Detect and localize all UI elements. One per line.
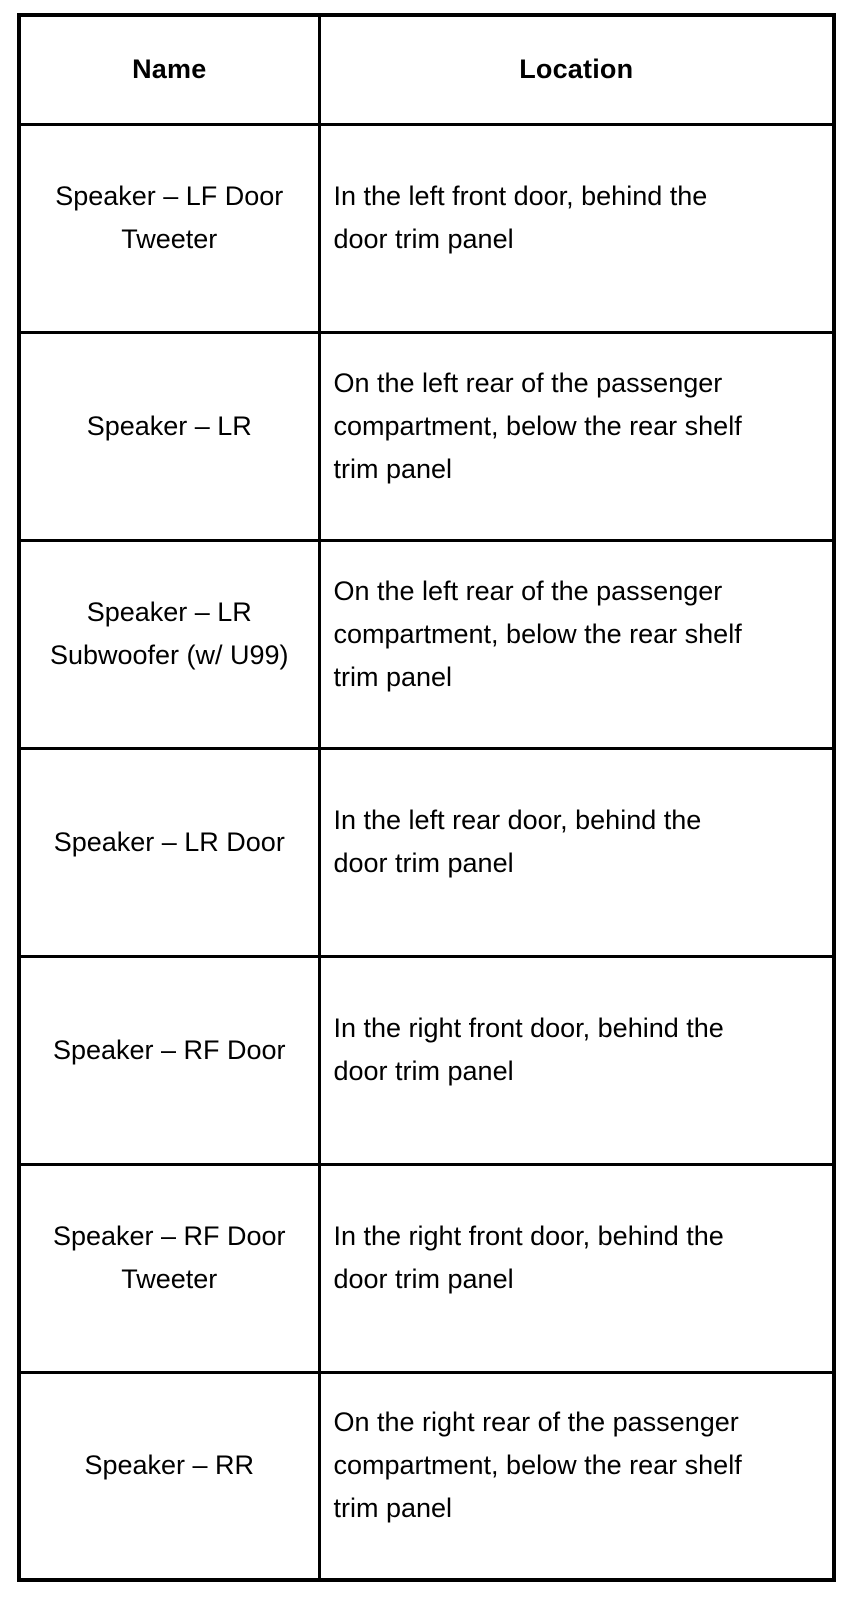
- header-row: [19, 15, 834, 124]
- table-row: [19, 124, 834, 332]
- table-row: [19, 332, 834, 540]
- speaker-location-cell: [319, 332, 834, 540]
- speaker-location-cell: [319, 124, 834, 332]
- speaker-name-cell: Speaker – RF Door: [19, 956, 319, 1164]
- column-header-name: Name: [19, 15, 319, 124]
- table-row: [19, 956, 834, 1164]
- table-row: [19, 1372, 834, 1580]
- speaker-name-cell: Speaker – RR: [19, 1372, 319, 1580]
- speaker-name-cell: Speaker – LR Subwoofer (w/ U99): [19, 540, 319, 748]
- speaker-location-table: [17, 13, 836, 1582]
- speaker-location-text: In the left front door, behind the door trim panel: [333, 181, 708, 254]
- speaker-location-cell: [319, 540, 834, 748]
- speaker-location-text: On the right rear of the passenger compartment, below the rear shelf trim panel: [333, 1407, 742, 1524]
- speaker-name-cell: Speaker – LR Door: [19, 748, 319, 956]
- speaker-name-cell: Speaker – LF Door Tweeter: [19, 124, 319, 332]
- speaker-location-cell: [319, 748, 834, 956]
- table-body: [19, 124, 834, 1580]
- speaker-location-cell: [319, 956, 834, 1164]
- table-row: [19, 748, 834, 956]
- speaker-location-text: In the right front door, behind the door trim panel: [333, 1013, 724, 1086]
- speaker-location-text: In the left rear door, behind the door trim panel: [333, 805, 702, 878]
- speaker-location-text: In the right front door, behind the door trim panel: [333, 1221, 724, 1294]
- speaker-location-cell: [319, 1164, 834, 1372]
- column-header-location: Location: [319, 15, 834, 124]
- speaker-location-text: On the left rear of the passenger compartment, below the rear shelf trim panel: [333, 575, 742, 692]
- table-row: [19, 1164, 834, 1372]
- speaker-name-cell: Speaker – RF Door Tweeter: [19, 1164, 319, 1372]
- table-row: [19, 540, 834, 748]
- speaker-location-cell: [319, 1372, 834, 1580]
- speaker-location-text: On the left rear of the passenger compartment, below the rear shelf trim panel: [333, 367, 742, 484]
- speaker-name-cell: Speaker – LR: [19, 332, 319, 540]
